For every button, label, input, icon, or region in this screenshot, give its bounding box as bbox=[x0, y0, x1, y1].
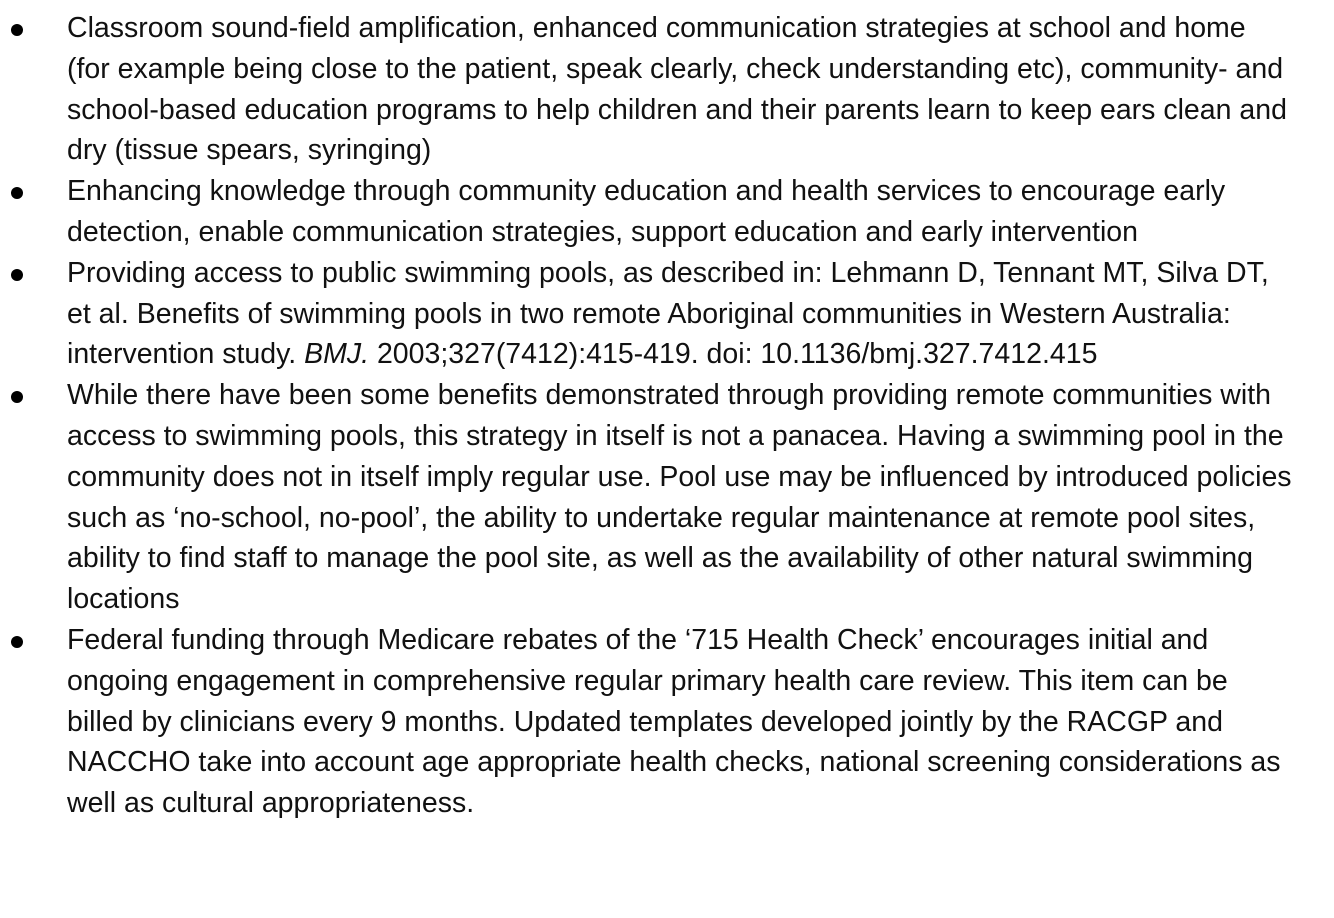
bullet-icon bbox=[11, 24, 23, 36]
bullet-list bbox=[0, 8, 1334, 824]
bullet-icon bbox=[11, 187, 23, 199]
list-item bbox=[0, 375, 1334, 620]
list-item bbox=[0, 171, 1334, 253]
bullet-text: While there have been some benefits demonstrated through providing remote communities with access to swimming pools, this strategy in itself is not a panacea. Having a swimming pool in the community does not in itself imply regular use. Pool use may be influenced by introduced policies such as ‘no-school, no-pool’, the ability to undertake regular maintenance at remote pool sites, ability to find staff to manage the pool site, as well as the availability of other natural swimming locations bbox=[67, 379, 1292, 616]
bullet-text: Federal funding through Medicare rebates of the ‘715 Health Check’ encourages initial and ongoing engagement in comprehensive regular primary health care review. This item can be billed by clinicians every 9 months. Updated templates developed jointly by the RACGP and NACCHO take into account age appropriate health checks, national screening considerations as well as cultural appropriateness. bbox=[67, 623, 1281, 820]
bullet-text: Classroom sound-field amplification, enhanced communication strategies at school and home (for example being close to the patient, speak clearly, check understanding etc), community- and school-based education programs to help children and their parents learn to keep ears clean and dry (tissue spears, syringing) bbox=[67, 12, 1287, 167]
document-body bbox=[0, 8, 1334, 824]
bullet-icon bbox=[11, 636, 23, 648]
list-item bbox=[0, 620, 1334, 824]
list-item bbox=[0, 253, 1334, 375]
journal-name: BMJ. bbox=[304, 338, 370, 371]
bullet-text-citation: 2003;327(7412):415-419. doi: 10.1136/bmj.327.7412.415 bbox=[369, 338, 1098, 371]
bullet-text: Enhancing knowledge through community education and health services to encourage early detection, enable communication strategies, support education and early intervention bbox=[67, 175, 1226, 248]
bullet-icon bbox=[11, 391, 23, 403]
bullet-text: Providing access to public swimming pools, as described in: Lehmann D, Tennant MT, Silva DT, et al. Benefits of swimming pools in two remote Aboriginal communities in Western Australia: intervention study. bbox=[67, 256, 1269, 371]
list-item bbox=[0, 8, 1334, 171]
bullet-icon bbox=[11, 269, 23, 281]
